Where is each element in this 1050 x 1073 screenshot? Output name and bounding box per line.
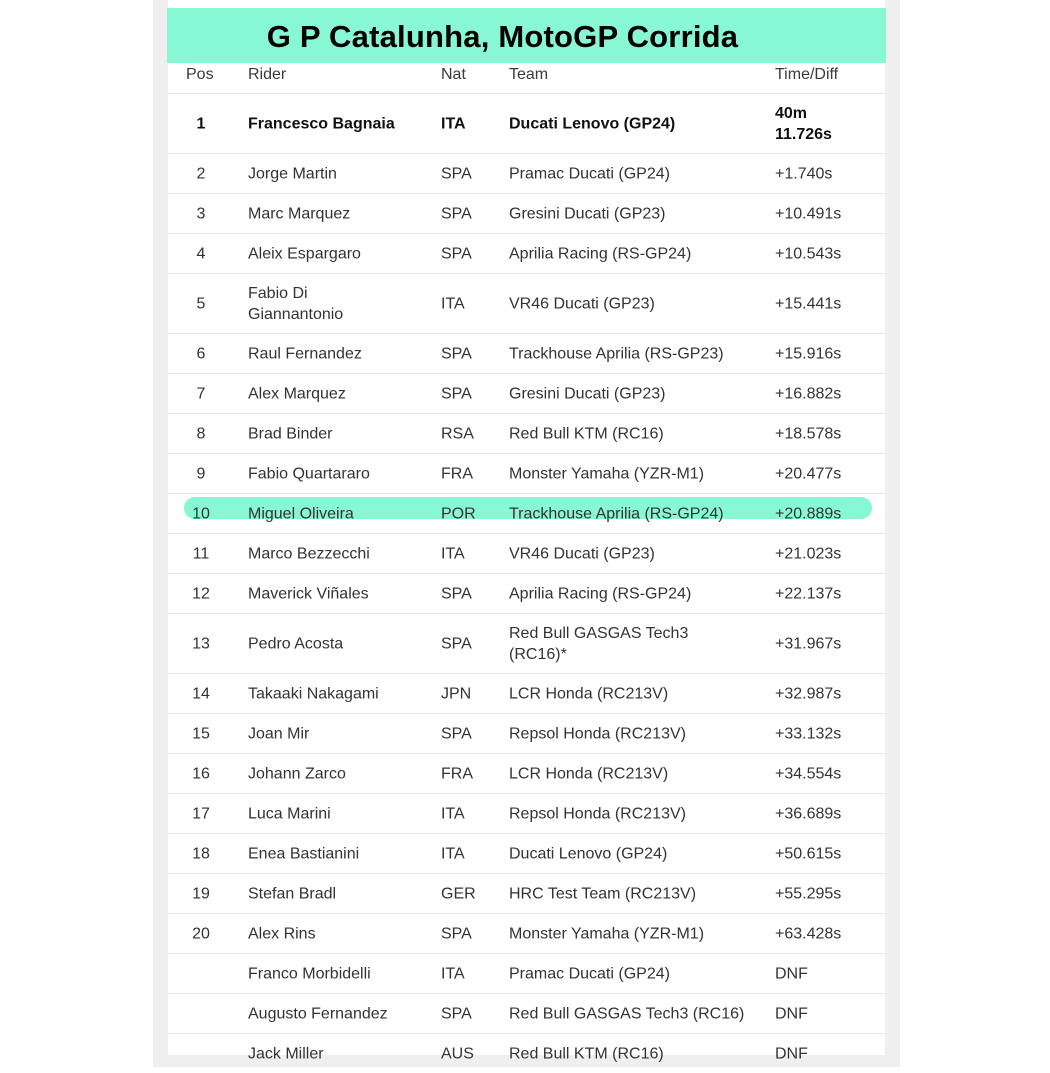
team-cell: Repsol Honda (RC213V) bbox=[509, 805, 686, 822]
pos-cell: 17 bbox=[192, 805, 210, 822]
pos-cell: 4 bbox=[196, 245, 206, 262]
nat-cell: ITA bbox=[441, 545, 465, 562]
pos-cell: 7 bbox=[196, 385, 206, 402]
rider-cell: Fabio Quartararo bbox=[248, 465, 370, 482]
nat-cell: ITA bbox=[441, 805, 465, 822]
rider-cell: Raul Fernandez bbox=[248, 345, 362, 362]
nat-cell: GER bbox=[441, 885, 476, 902]
team-cell: Aprilia Racing (RS-GP24) bbox=[509, 245, 692, 262]
table-row bbox=[168, 913, 885, 953]
time-cell: 40m 11.726s bbox=[775, 104, 832, 143]
rider-cell: Jorge Martin bbox=[248, 165, 337, 182]
time-cell: +16.882s bbox=[775, 385, 842, 402]
rider-cell: Brad Binder bbox=[248, 425, 333, 442]
team-cell: HRC Test Team (RC213V) bbox=[509, 885, 697, 902]
team-cell: Monster Yamaha (YZR-M1) bbox=[509, 925, 705, 942]
table-header bbox=[168, 63, 885, 93]
header-team: Team bbox=[509, 66, 549, 83]
table-row bbox=[168, 273, 885, 333]
rider-cell: Fabio Di Giannantonio bbox=[248, 284, 344, 323]
nat-cell: SPA bbox=[441, 345, 472, 362]
rider-cell: Johann Zarco bbox=[248, 765, 346, 782]
time-cell: +50.615s bbox=[775, 845, 842, 862]
rider-cell: Marc Marquez bbox=[248, 205, 351, 222]
table-row bbox=[168, 233, 885, 273]
header-nat: Nat bbox=[441, 66, 466, 83]
pos-cell: 1 bbox=[196, 115, 206, 132]
table-row bbox=[168, 373, 885, 413]
results-table-body bbox=[168, 93, 885, 1073]
table-row bbox=[168, 533, 885, 573]
nat-cell: POR bbox=[441, 505, 476, 522]
nat-cell: SPA bbox=[441, 1005, 472, 1022]
rider-cell: Alex Rins bbox=[248, 925, 316, 942]
team-cell: LCR Honda (RC213V) bbox=[509, 765, 669, 782]
team-cell: Repsol Honda (RC213V) bbox=[509, 725, 686, 742]
nat-cell: SPA bbox=[441, 165, 472, 182]
pos-cell: 18 bbox=[192, 845, 210, 862]
time-cell: +55.295s bbox=[775, 885, 842, 902]
table-row bbox=[168, 193, 885, 233]
nat-cell: SPA bbox=[441, 635, 472, 652]
header-pos: Pos bbox=[186, 66, 214, 83]
table-row bbox=[168, 1033, 885, 1073]
pos-cell: 11 bbox=[192, 545, 210, 562]
time-cell: +20.477s bbox=[775, 465, 842, 482]
pos-cell: 2 bbox=[196, 165, 206, 182]
time-cell: +15.916s bbox=[775, 345, 842, 362]
table-row bbox=[168, 153, 885, 193]
table-row bbox=[168, 753, 885, 793]
nat-cell: SPA bbox=[441, 925, 472, 942]
team-cell: Red Bull GASGAS Tech3 (RC16)* bbox=[509, 624, 689, 663]
rider-cell: Jack Miller bbox=[248, 1045, 324, 1062]
time-cell: +10.491s bbox=[775, 205, 842, 222]
rider-cell: Miguel Oliveira bbox=[248, 505, 354, 522]
time-cell: +63.428s bbox=[775, 925, 842, 942]
rider-cell: Enea Bastianini bbox=[248, 845, 360, 862]
pos-cell: 9 bbox=[196, 465, 206, 482]
team-cell: Trackhouse Aprilia (RS-GP23) bbox=[509, 345, 724, 362]
pos-cell: 8 bbox=[196, 425, 206, 442]
nat-cell: SPA bbox=[441, 585, 472, 602]
time-cell: +32.987s bbox=[775, 685, 842, 702]
nat-cell: SPA bbox=[441, 385, 472, 402]
pos-cell: 15 bbox=[192, 725, 210, 742]
team-cell: Ducati Lenovo (GP24) bbox=[509, 845, 668, 862]
nat-cell: FRA bbox=[441, 765, 473, 782]
time-cell: +18.578s bbox=[775, 425, 842, 442]
rider-cell: Stefan Bradl bbox=[248, 885, 337, 902]
team-cell: Red Bull KTM (RC16) bbox=[509, 1045, 664, 1062]
rider-cell: Pedro Acosta bbox=[248, 635, 344, 652]
time-cell: +10.543s bbox=[775, 245, 842, 262]
team-cell: Red Bull GASGAS Tech3 (RC16) bbox=[509, 1005, 745, 1022]
time-cell: +21.023s bbox=[775, 545, 842, 562]
table-row bbox=[168, 333, 885, 373]
time-cell: DNF bbox=[775, 1005, 808, 1022]
header-time: Time/Diff bbox=[775, 66, 839, 83]
team-cell: Monster Yamaha (YZR-M1) bbox=[509, 465, 705, 482]
table-row bbox=[168, 413, 885, 453]
team-cell: Pramac Ducati (GP24) bbox=[509, 165, 670, 182]
table-row bbox=[168, 93, 885, 153]
pos-cell: 10 bbox=[192, 505, 210, 522]
team-cell: Red Bull KTM (RC16) bbox=[509, 425, 664, 442]
team-cell: Pramac Ducati (GP24) bbox=[509, 965, 670, 982]
team-cell: Aprilia Racing (RS-GP24) bbox=[509, 585, 692, 602]
header-rider: Rider bbox=[248, 66, 287, 83]
time-cell: +31.967s bbox=[775, 635, 842, 652]
pos-cell: 14 bbox=[192, 685, 210, 702]
time-cell: +34.554s bbox=[775, 765, 842, 782]
pos-cell: 6 bbox=[196, 345, 206, 362]
rider-cell: Franco Morbidelli bbox=[248, 965, 371, 982]
table-row bbox=[168, 613, 885, 673]
table-row bbox=[168, 833, 885, 873]
team-cell: Ducati Lenovo (GP24) bbox=[509, 115, 676, 132]
nat-cell: ITA bbox=[441, 965, 465, 982]
nat-cell: AUS bbox=[441, 1045, 474, 1062]
team-cell: VR46 Ducati (GP23) bbox=[509, 545, 655, 562]
table-row bbox=[168, 673, 885, 713]
pos-cell: 12 bbox=[192, 585, 210, 602]
pos-cell: 16 bbox=[192, 765, 210, 782]
rider-cell: Marco Bezzecchi bbox=[248, 545, 370, 562]
table-row bbox=[168, 793, 885, 833]
rider-cell: Aleix Espargaro bbox=[248, 245, 361, 262]
time-cell: DNF bbox=[775, 1045, 808, 1062]
time-cell: +20.889s bbox=[775, 505, 842, 522]
nat-cell: SPA bbox=[441, 725, 472, 742]
rider-cell: Takaaki Nakagami bbox=[248, 685, 379, 702]
rider-cell: Alex Marquez bbox=[248, 385, 346, 402]
nat-cell: ITA bbox=[441, 115, 466, 132]
title-banner bbox=[167, 8, 886, 63]
time-cell: +33.132s bbox=[775, 725, 842, 742]
team-cell: VR46 Ducati (GP23) bbox=[509, 295, 655, 312]
nat-cell: FRA bbox=[441, 465, 473, 482]
table-row bbox=[168, 873, 885, 913]
team-cell: LCR Honda (RC213V) bbox=[509, 685, 669, 702]
pos-cell: 20 bbox=[192, 925, 210, 942]
time-cell: +36.689s bbox=[775, 805, 842, 822]
nat-cell: SPA bbox=[441, 205, 472, 222]
time-cell: +22.137s bbox=[775, 585, 842, 602]
table-row bbox=[168, 953, 885, 993]
nat-cell: RSA bbox=[441, 425, 474, 442]
rider-cell: Francesco Bagnaia bbox=[248, 115, 395, 132]
rider-cell: Joan Mir bbox=[248, 725, 310, 742]
table-row bbox=[168, 453, 885, 493]
time-cell: +15.441s bbox=[775, 295, 842, 312]
table-row bbox=[168, 573, 885, 613]
rider-cell: Luca Marini bbox=[248, 805, 331, 822]
nat-cell: JPN bbox=[441, 685, 472, 702]
pos-cell: 5 bbox=[196, 295, 206, 312]
pos-cell: 13 bbox=[192, 635, 210, 652]
table-row-highlighted bbox=[168, 493, 885, 533]
nat-cell: ITA bbox=[441, 845, 465, 862]
rider-cell: Augusto Fernandez bbox=[248, 1005, 388, 1022]
page-title: G P Catalunha, MotoGP Corrida bbox=[266, 18, 739, 54]
team-cell: Trackhouse Aprilia (RS-GP24) bbox=[509, 505, 724, 522]
table-row bbox=[168, 713, 885, 753]
team-cell: Gresini Ducati (GP23) bbox=[509, 385, 666, 402]
nat-cell: ITA bbox=[441, 295, 465, 312]
nat-cell: SPA bbox=[441, 245, 472, 262]
time-cell: DNF bbox=[775, 965, 808, 982]
pos-cell: 19 bbox=[192, 885, 210, 902]
rider-cell: Maverick Viñales bbox=[248, 585, 369, 602]
time-cell: +1.740s bbox=[775, 165, 833, 182]
table-row bbox=[168, 993, 885, 1033]
team-cell: Gresini Ducati (GP23) bbox=[509, 205, 666, 222]
pos-cell: 3 bbox=[196, 205, 206, 222]
